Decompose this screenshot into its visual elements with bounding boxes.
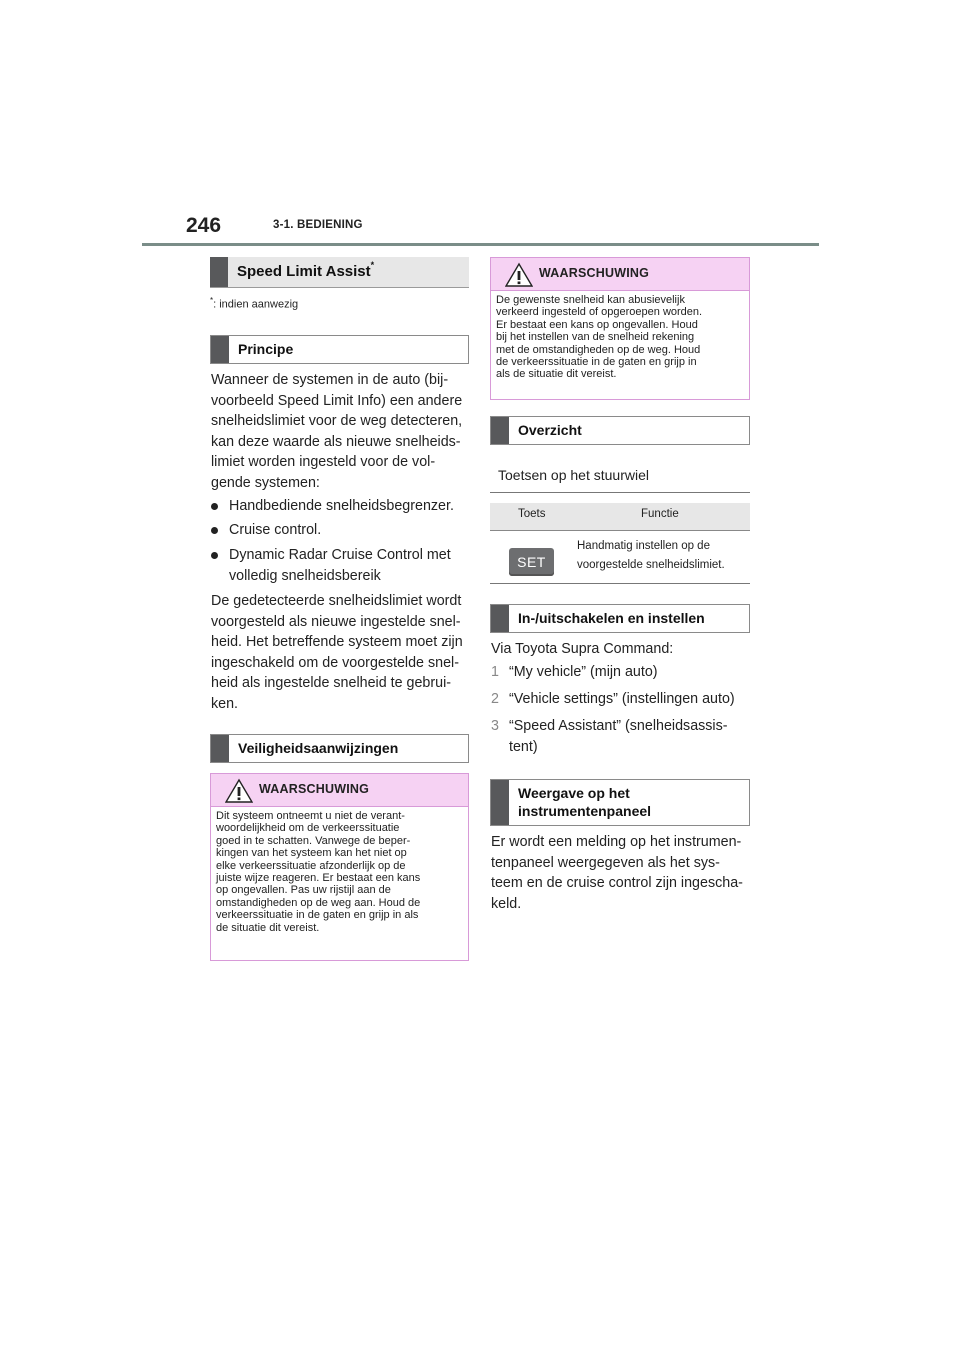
inuit-heading: In-/uitschakelen en instellen bbox=[518, 610, 705, 626]
bullet-continuation: volledig snelheidsbereik bbox=[229, 568, 381, 584]
table-header-row bbox=[490, 503, 750, 531]
text-line: voorbeeld Speed Limit Info) een andere bbox=[211, 392, 463, 409]
text-line: verkeerd ingesteld of opgeroepen worden. bbox=[496, 306, 703, 319]
heading-line: Weergave op het bbox=[518, 785, 630, 801]
safety-heading-box bbox=[210, 734, 469, 763]
text-line: woordelijkheid om de verkeerssituatie bbox=[216, 822, 400, 835]
table-header-function: Functie bbox=[641, 508, 679, 520]
intro-paragraph bbox=[211, 370, 471, 493]
heading-bar bbox=[211, 336, 229, 363]
bullet-dot-icon bbox=[211, 503, 218, 510]
text-line: als de situatie dit vereist. bbox=[496, 368, 617, 381]
text-line: limiet worden ingesteld voor de vol- bbox=[211, 454, 436, 470]
main-heading bbox=[210, 257, 469, 288]
weergave-heading bbox=[518, 784, 651, 820]
text-line: bij het instellen van de snelheid rekening bbox=[496, 331, 695, 344]
heading-bar bbox=[210, 257, 228, 287]
text-line: gende systemen: bbox=[211, 474, 320, 491]
set-key-label: SET bbox=[517, 554, 546, 570]
text-line: goed in te schatten. Vanwege de beper- bbox=[216, 834, 411, 847]
warning-title: WAARSCHUWING bbox=[539, 266, 650, 280]
step-number: 2 bbox=[491, 691, 499, 707]
text-line: elke verkeerssituatie afzonderlijk op de bbox=[216, 859, 406, 872]
warning-text bbox=[496, 294, 743, 381]
footnote bbox=[210, 296, 298, 311]
main-heading-mark: * bbox=[370, 260, 375, 270]
table-rule bbox=[490, 583, 750, 584]
footnote-text: : indien aanwezig bbox=[213, 298, 299, 311]
page-number: 246 bbox=[186, 214, 222, 237]
warning-triangle-icon bbox=[225, 778, 253, 804]
text-line: de situatie dit vereist. bbox=[216, 921, 320, 934]
text-line: ken. bbox=[211, 695, 239, 712]
header-rule bbox=[142, 243, 819, 246]
step-text: “Vehicle settings” (instellingen auto) bbox=[509, 691, 735, 707]
text-line: heid. Het betreffende systeem moet zijn bbox=[211, 634, 463, 650]
text-line: Er bestaat een kans op ongevallen. Houd bbox=[496, 318, 698, 331]
text-line: ingeschakeld om de voorgestelde snel- bbox=[211, 654, 459, 671]
text-line: De gedetecteerde snelheidslimiet wordt bbox=[211, 593, 462, 609]
text-line: De gewenste snelheid kan abusievelijk bbox=[496, 294, 685, 306]
warning-triangle-icon bbox=[505, 262, 533, 288]
text-line: kingen van het systeem kan het niet op bbox=[216, 847, 407, 860]
final-paragraph bbox=[491, 832, 761, 914]
via-text: Via Toyota Supra Command: bbox=[491, 641, 674, 657]
overzicht-heading-box bbox=[490, 416, 750, 445]
principe-heading-box bbox=[210, 335, 469, 364]
step-number: 3 bbox=[491, 718, 499, 734]
paragraph-2 bbox=[211, 591, 473, 714]
text-line: Wanneer de systemen in de auto (bij- bbox=[211, 372, 449, 388]
step-item bbox=[491, 662, 761, 686]
text-line: met de omstandigheden op de weg. Houd bbox=[496, 343, 701, 356]
text-line: voorgestelde snelheidslimiet. bbox=[577, 559, 725, 571]
text-line: omstandigheden op de weg aan. Houd de bbox=[216, 896, 421, 909]
text-line: juiste wijze reageren. Er bestaat een kans bbox=[216, 872, 421, 885]
text-line: op ongevallen. Pas uw rijstijl aan de bbox=[216, 884, 391, 897]
heading-bar bbox=[491, 605, 509, 632]
warning-header bbox=[211, 774, 468, 807]
section-label: 3-1. BEDIENING bbox=[273, 219, 363, 231]
text-line: Er wordt een melding op het instrumen- bbox=[491, 834, 742, 850]
weergave-heading-box bbox=[490, 779, 750, 826]
overzicht-heading: Overzicht bbox=[518, 422, 582, 438]
set-key-icon bbox=[509, 548, 554, 576]
inuit-heading-box bbox=[490, 604, 750, 633]
step-text: “Speed Assistant” (snelheidsassis- bbox=[509, 718, 728, 734]
warning-header bbox=[491, 258, 749, 291]
text-line: Handmatig instellen op de bbox=[577, 540, 710, 552]
table-rule bbox=[490, 492, 750, 493]
safety-heading: Veiligheidsaanwijzingen bbox=[238, 740, 399, 756]
warning-text bbox=[216, 810, 462, 934]
step-text: “My vehicle” (mijn auto) bbox=[509, 664, 658, 680]
bullet-dot-icon bbox=[211, 552, 218, 559]
table-header-key: Toets bbox=[518, 508, 546, 520]
text-line: verkeerssituatie in de gaten en grijp in als bbox=[216, 909, 419, 922]
heading-bar bbox=[211, 735, 229, 762]
text-line: tenpaneel weergegeven als het sys- bbox=[491, 854, 720, 871]
footnote-mark: * bbox=[210, 296, 214, 305]
warning-box-right bbox=[490, 257, 750, 400]
bullet-text: Dynamic Radar Cruise Control met bbox=[229, 547, 451, 563]
heading-line: instrumentenpaneel bbox=[518, 803, 652, 819]
text-line: teem en de cruise control zijn ingescha- bbox=[491, 875, 743, 891]
bullet-text: Handbediende snelheidsbegrenzer. bbox=[229, 498, 454, 514]
heading-bar bbox=[491, 417, 509, 444]
step-item bbox=[491, 689, 761, 713]
bullet-text: Cruise control. bbox=[229, 522, 322, 538]
text-line: kan deze waarde als nieuwe snelheids- bbox=[211, 433, 461, 450]
main-heading-title bbox=[237, 260, 375, 280]
text-line: keld. bbox=[491, 895, 522, 912]
main-heading-text: Speed Limit Assist bbox=[237, 263, 371, 280]
step-continuation: tent) bbox=[509, 739, 538, 755]
bullet-dot-icon bbox=[211, 527, 218, 534]
text-line: Dit systeem ontneemt u niet de verant- bbox=[216, 810, 405, 822]
table-function-text bbox=[577, 537, 725, 575]
text-line: snelheidslimiet voor de weg detecteren, bbox=[211, 413, 463, 429]
text-line: de verkeerssituatie in de gaten en grijp in bbox=[496, 356, 697, 369]
warning-title: WAARSCHUWING bbox=[259, 782, 370, 796]
text-line: voorgesteld als nieuwe ingestelde snel- bbox=[211, 613, 461, 630]
heading-bar bbox=[491, 780, 509, 825]
step-number: 1 bbox=[491, 664, 499, 680]
text-line: heid als ingestelde snelheid te gebrui- bbox=[211, 675, 452, 691]
table-caption: Toetsen op het stuurwiel bbox=[498, 467, 649, 483]
warning-box-left bbox=[210, 773, 469, 961]
principe-heading: Principe bbox=[238, 341, 294, 357]
